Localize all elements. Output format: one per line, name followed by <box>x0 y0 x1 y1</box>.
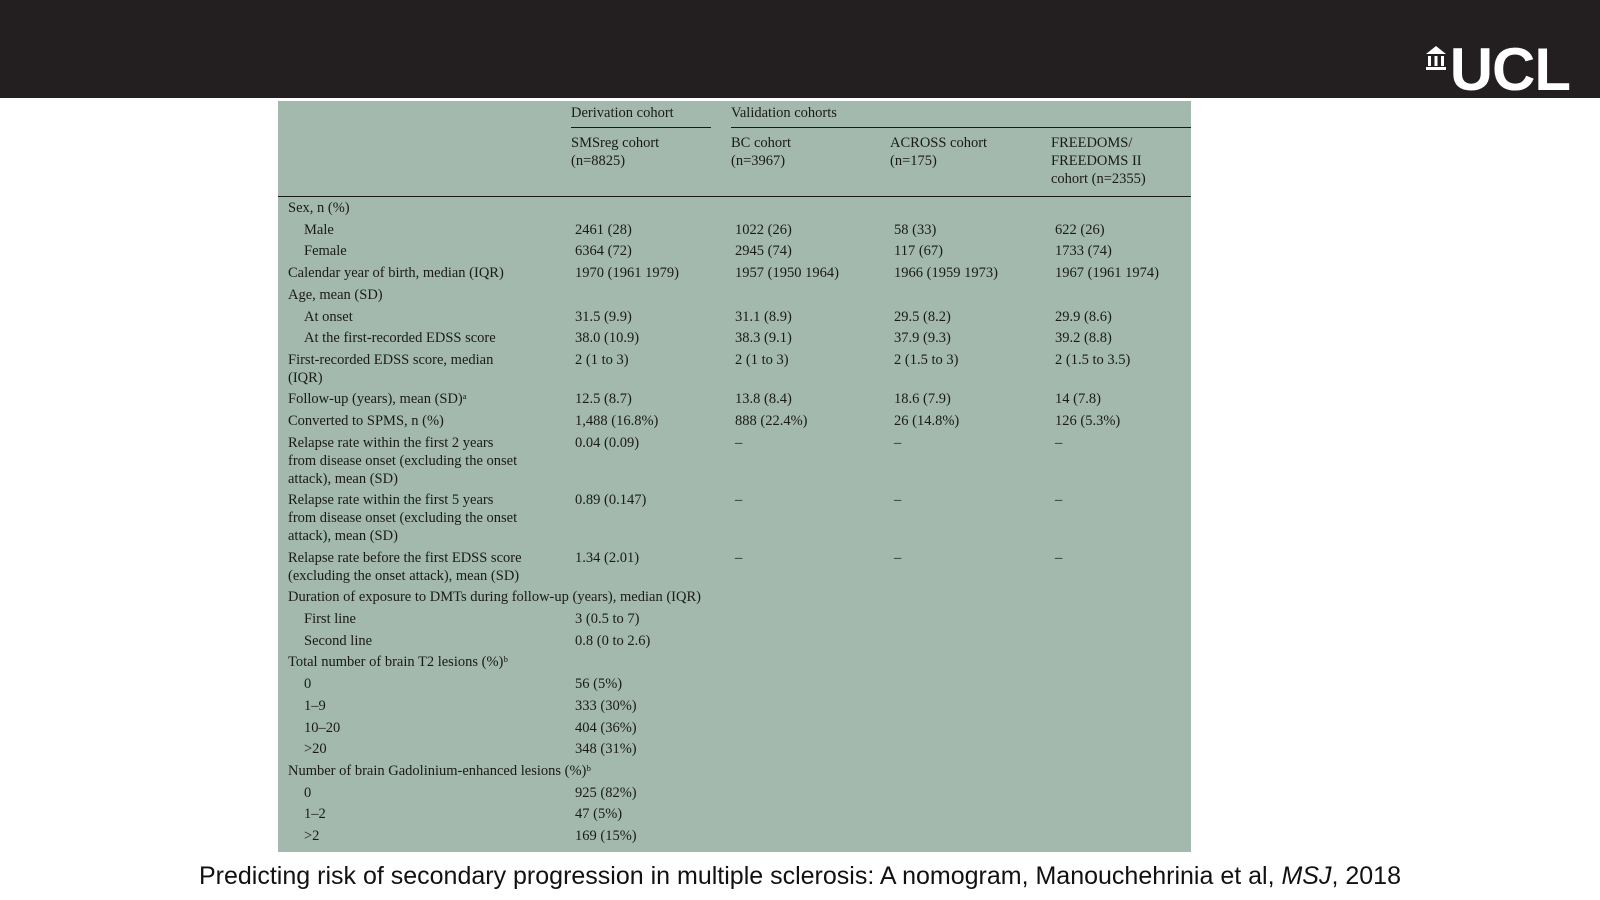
table-cell: – <box>894 434 902 451</box>
validation-rule <box>731 127 1191 128</box>
table-row-label: Male <box>304 221 334 238</box>
table-row-label: Relapse rate within the first 2 years from disease onset (excluding the onset attack), mean (SD) <box>288 434 518 487</box>
caption-text: Predicting risk of secondary progression in multiple sclerosis: A nomogram, Manouchehrinia et al, <box>199 862 1282 890</box>
group-header-derivation: Derivation cohort <box>571 105 674 121</box>
table-cell: 0.8 (0 to 2.6) <box>575 632 651 649</box>
ucl-logo <box>1426 36 1570 103</box>
table-row-label: Sex, n (%) <box>288 200 350 216</box>
table-cell: – <box>894 492 902 509</box>
table-cell: 1022 (26) <box>735 221 792 238</box>
table-row-label: >20 <box>304 741 327 758</box>
table-row-label: Total number of brain T2 lesions (%)ᵇ <box>288 654 508 671</box>
table-row-label: 0 <box>304 676 312 693</box>
table-cell: – <box>735 492 743 509</box>
table-cell: 1733 (74) <box>1055 243 1112 260</box>
table-cell: 37.9 (9.3) <box>894 330 951 347</box>
table-cell: – <box>1055 434 1063 451</box>
table-row-label: 1–9 <box>304 697 326 714</box>
table-row-label: Female <box>304 243 347 260</box>
table-cell: – <box>735 549 743 566</box>
header-bar <box>0 0 1600 103</box>
table-row-label: First-recorded EDSS score, median (IQR) <box>288 351 494 386</box>
table-cell: 2 (1.5 to 3) <box>894 351 959 368</box>
table-cell: 2 (1 to 3) <box>735 351 789 368</box>
table-row-label: Relapse rate within the first 5 years from disease onset (excluding the onset attack), mean (SD) <box>288 492 518 545</box>
table-cell: 39.2 (8.8) <box>1055 330 1112 347</box>
table-row-label: Relapse rate before the first EDSS score (excluding the onset attack), mean (SD) <box>288 549 522 584</box>
table-cell: 38.3 (9.1) <box>735 330 792 347</box>
table-cell: 18.6 (7.9) <box>894 391 951 408</box>
table-cell: 2 (1 to 3) <box>575 351 629 368</box>
table-cell: 333 (30%) <box>575 697 637 714</box>
table-cell: 2945 (74) <box>735 243 792 260</box>
group-header-validation: Validation cohorts <box>731 105 837 121</box>
column-header-3: FREEDOMS/ FREEDOMS II cohort (n=2355) <box>1051 135 1146 187</box>
table-cell: 6364 (72) <box>575 243 632 260</box>
table-row-label: 1–2 <box>304 806 326 823</box>
slide-caption <box>0 862 1600 891</box>
table-cell: 1957 (1950 1964) <box>735 265 839 282</box>
column-header-1: BC cohort (n=3967) <box>731 135 792 169</box>
table-cell: – <box>894 549 902 566</box>
table-cell: 404 (36%) <box>575 719 637 736</box>
table-cell: 56 (5%) <box>575 676 623 693</box>
table-row-label: 0 <box>304 784 312 801</box>
table-cell: 117 (67) <box>894 243 943 260</box>
table-row-label: Converted to SPMS, n (%) <box>288 413 444 429</box>
table-cell: 47 (5%) <box>575 806 623 823</box>
header-bottom-rule <box>278 196 1191 197</box>
table-cell: 29.9 (8.6) <box>1055 308 1112 325</box>
table-cell: 12.5 (8.7) <box>575 391 632 408</box>
caption-year: , 2018 <box>1331 862 1401 890</box>
table-row-label: At onset <box>304 308 353 325</box>
table-cell: – <box>735 434 743 451</box>
table-row-label: First line <box>304 611 356 627</box>
table-cell: 169 (15%) <box>575 828 637 844</box>
table-row-label: 10–20 <box>304 719 341 736</box>
table-cell: 888 (22.4%) <box>735 413 808 429</box>
table-cell: 58 (33) <box>894 221 937 238</box>
table-cell: – <box>1055 549 1063 566</box>
table-cell: 1966 (1959 1973) <box>894 265 998 282</box>
table-cell: 3 (0.5 to 7) <box>575 611 640 627</box>
table-cell: 622 (26) <box>1055 221 1105 238</box>
table-cell: 126 (5.3%) <box>1055 413 1121 429</box>
table-cell: 0.04 (0.09) <box>575 434 640 451</box>
table-row-label: >2 <box>304 828 320 844</box>
table-row-label: Number of brain Gadolinium-enhanced lesions (%)ᵇ <box>288 762 591 779</box>
cohort-characteristics-table <box>278 101 1191 852</box>
table-cell: 31.1 (8.9) <box>735 308 792 325</box>
caption-journal: MSJ <box>1281 862 1332 890</box>
column-header-2: ACROSS cohort (n=175) <box>890 135 988 169</box>
table-cell: 38.0 (10.9) <box>575 330 640 347</box>
table-cell: – <box>1055 492 1063 509</box>
table-cell: 31.5 (9.9) <box>575 308 632 325</box>
table-cell: 1967 (1961 1974) <box>1055 265 1159 282</box>
table-cell: 925 (82%) <box>575 784 637 801</box>
table-cell: 1970 (1961 1979) <box>575 265 679 282</box>
table-cell: 26 (14.8%) <box>894 413 960 429</box>
table-row-label: Second line <box>304 632 373 649</box>
table-row-label: At the first-recorded EDSS score <box>304 330 496 347</box>
table-row-label: Follow-up (years), mean (SD)ᵃ <box>288 391 467 408</box>
table-cell: 0.89 (0.147) <box>575 492 647 509</box>
table-cell: 2 (1.5 to 3.5) <box>1055 351 1131 368</box>
table-cell: 348 (31%) <box>575 741 637 758</box>
column-header-0: SMSreg cohort (n=8825) <box>571 135 660 169</box>
table-cell: 2461 (28) <box>575 221 632 238</box>
table-row-label: Duration of exposure to DMTs during follow-up (years), median (IQR) <box>288 589 701 606</box>
logo-text: UCL <box>1449 36 1570 103</box>
table-row-label: Age, mean (SD) <box>288 286 383 303</box>
derivation-rule <box>571 127 711 128</box>
table-cell: 29.5 (8.2) <box>894 308 951 325</box>
table-cell: 14 (7.8) <box>1055 391 1101 408</box>
table-cell: 1,488 (16.8%) <box>575 413 659 429</box>
table-row-label: Calendar year of birth, median (IQR) <box>288 265 504 282</box>
table-cell: 13.8 (8.4) <box>735 391 792 408</box>
portico-icon <box>1426 46 1446 70</box>
table-cell: 1.34 (2.01) <box>575 549 640 566</box>
